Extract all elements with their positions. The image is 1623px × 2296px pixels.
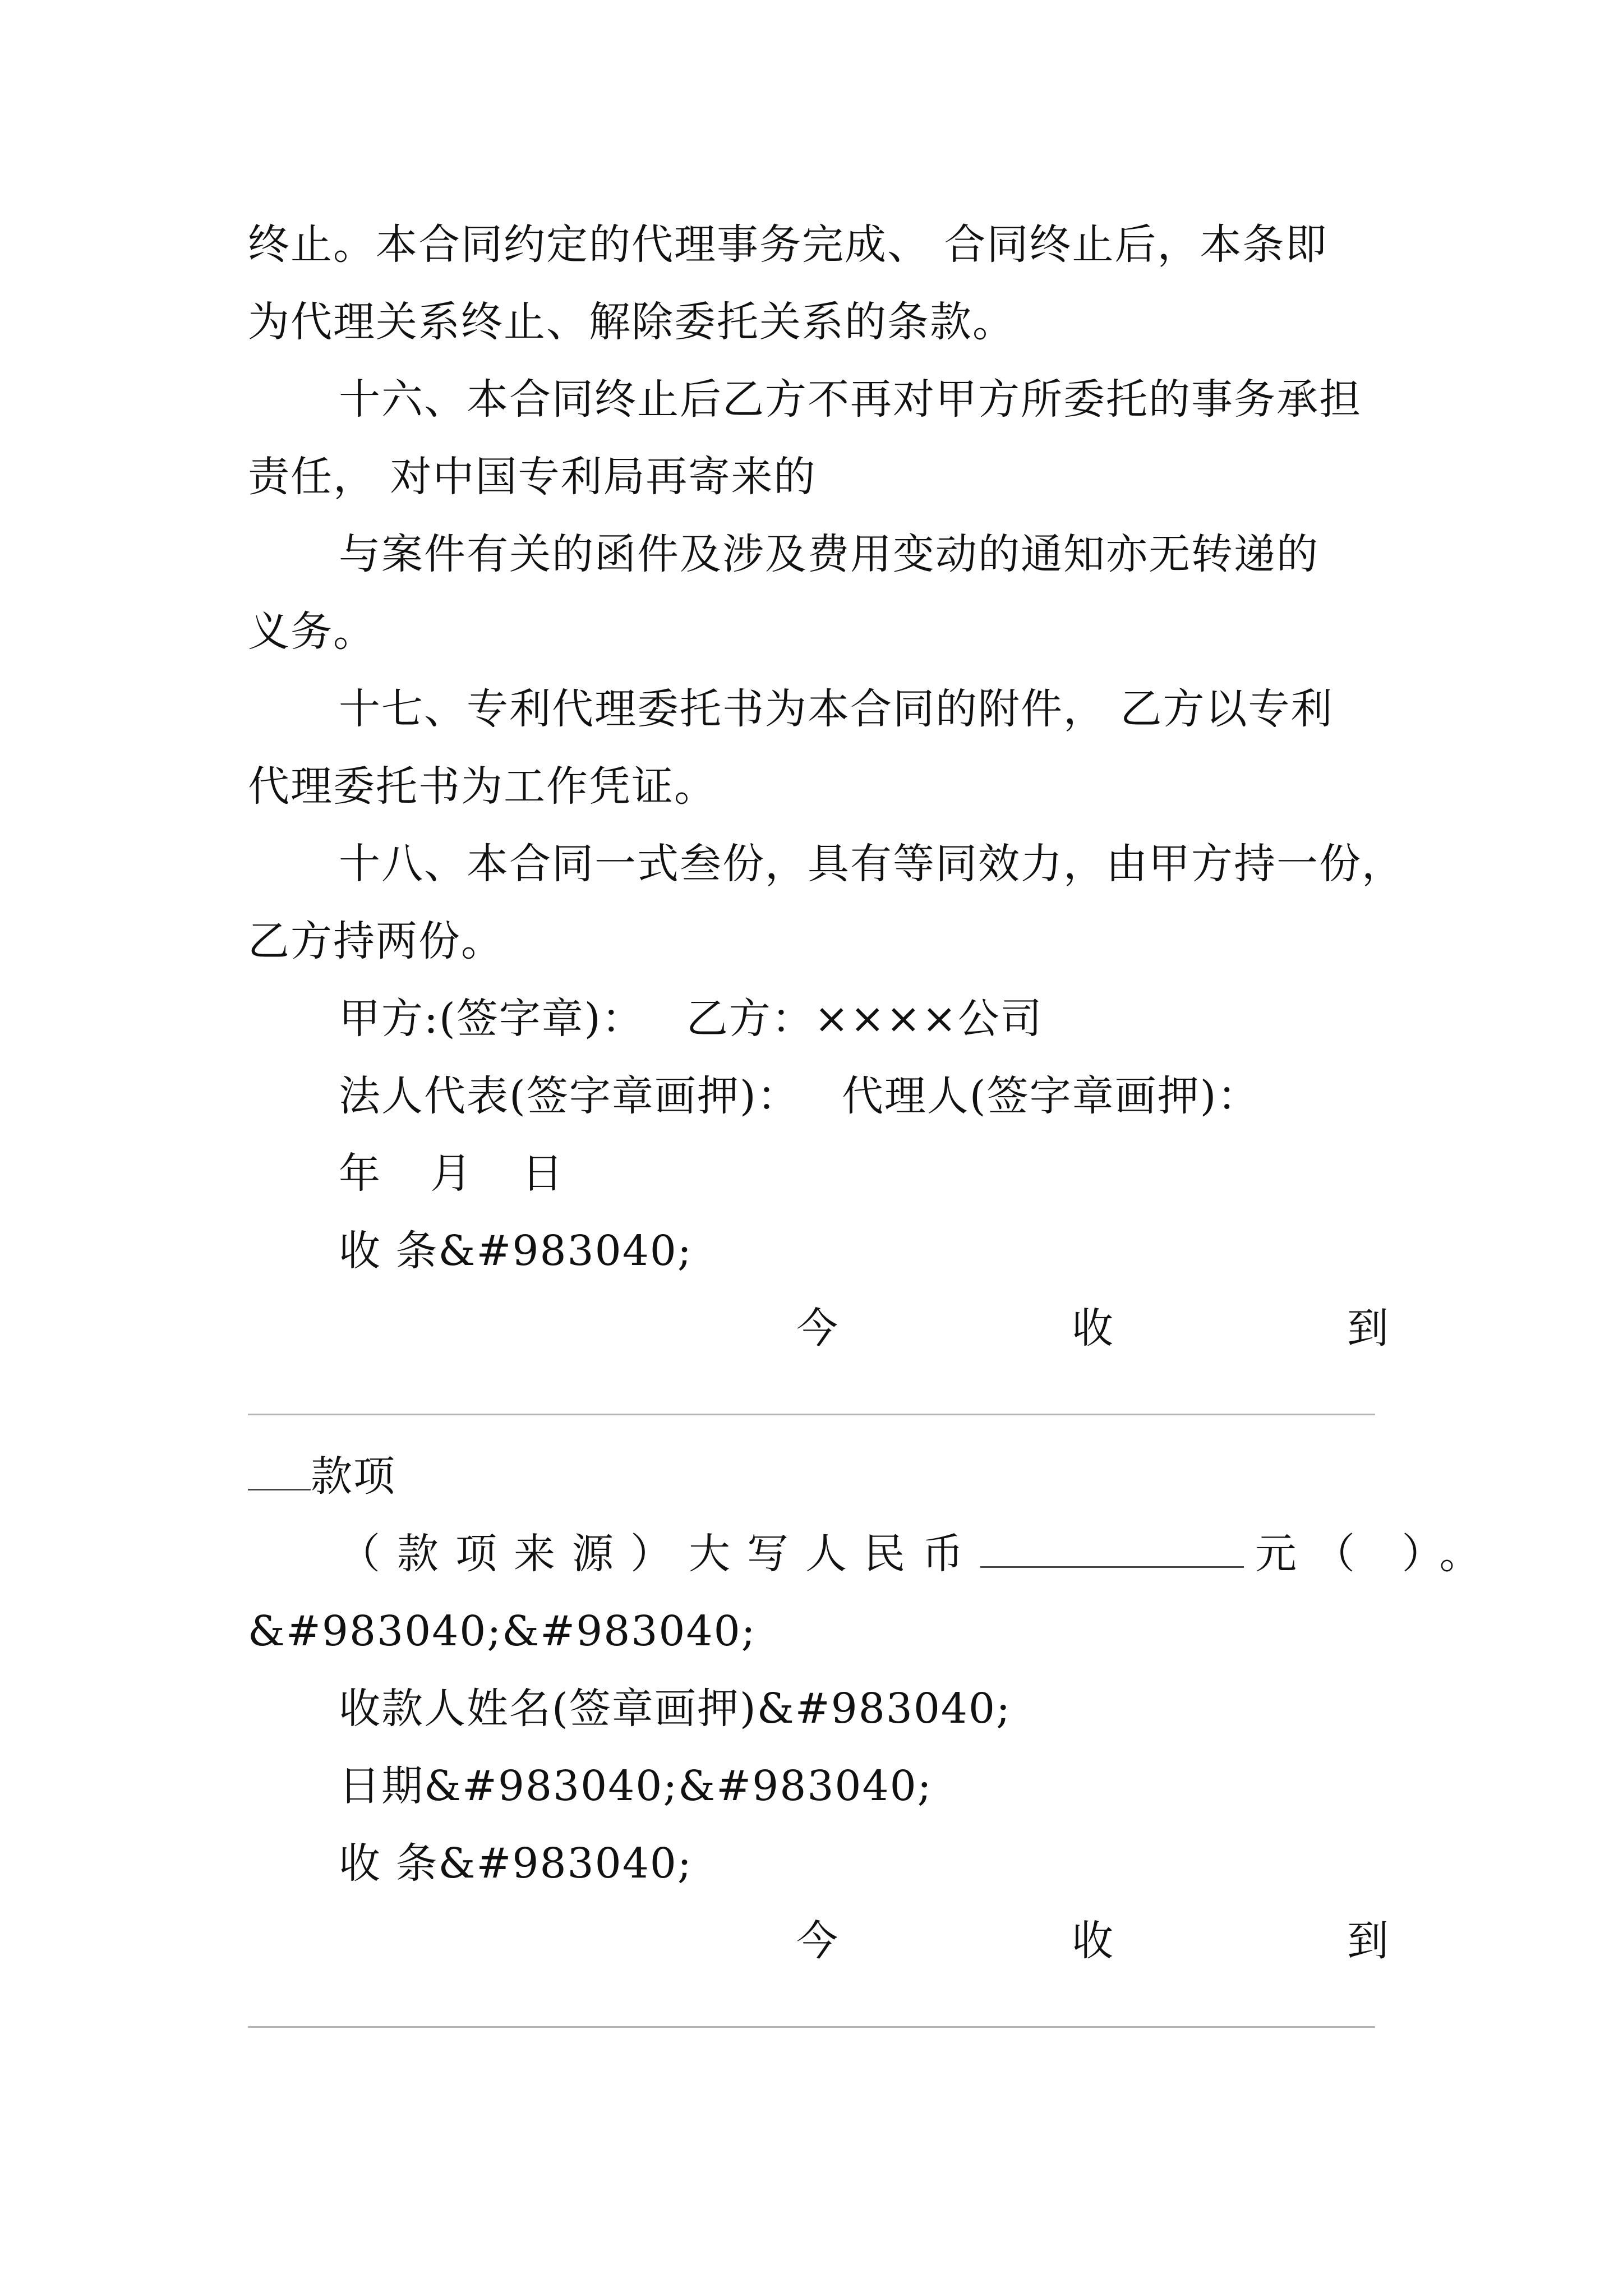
receipt-1-date: 日期&#983040;&#983040;	[339, 1762, 933, 1810]
date-day: 日	[522, 1149, 565, 1198]
date-line	[339, 1145, 564, 1202]
clause-18-line-1: 十八、本合同一式叁份，具有等同效力，由甲方持一份，	[339, 840, 1404, 888]
representative-line	[339, 1068, 1260, 1124]
paragraph-15-line-2: 为代理关系终止、解除委托关系的条款。	[248, 298, 1015, 346]
receipt-1-short-blank	[248, 1452, 311, 1490]
receipt-1-payee: 收款人姓名(签章画押)&#983040;	[339, 1685, 1012, 1733]
legal-representative-label: 法人代表(签字章画押)：	[339, 1072, 800, 1120]
receipt-1-codes: &#983040;&#983040;	[248, 1607, 757, 1655]
receipt-1-word-dao: 到	[1347, 1304, 1390, 1352]
clause-16-line-1: 十六、本合同终止后乙方不再对甲方所委托的事务承担	[339, 375, 1362, 424]
receipt-1-word-jin: 今	[796, 1304, 839, 1352]
clause-16-continuation-line-2: 义务。	[248, 608, 376, 656]
receipt-2-blank-rule	[248, 2026, 1375, 2028]
agent-label: 代理人(签字章画押)：	[841, 1072, 1260, 1120]
receipt-1-amount-blank	[980, 1529, 1244, 1568]
clause-16-line-2: 责任， 对中国专利局再寄来的	[248, 453, 817, 501]
date-month: 月	[430, 1149, 473, 1198]
clause-16-continuation-line-1: 与案件有关的函件及涉及费用变动的通知亦无转递的	[339, 530, 1319, 578]
party-a-signature-label: 甲方:(签字章)：	[339, 995, 644, 1043]
clause-17-line-1: 十七、专利代理委托书为本合同的附件， 乙方以专利	[339, 685, 1334, 733]
receipt-1-kuanxiang-line	[248, 1448, 396, 1504]
date-year: 年	[339, 1149, 381, 1198]
receipt-2-word-dao: 到	[1347, 1917, 1390, 1965]
receipt-2-received-line	[796, 1913, 1390, 1969]
receipt-1-word-shou: 收	[1072, 1304, 1114, 1352]
receipt-2-word-shou: 收	[1072, 1917, 1114, 1965]
receipt-1-blank-rule	[248, 1414, 1375, 1415]
receipt-2-title: 收 条&#983040;	[339, 1839, 693, 1888]
paragraph-15-line-1: 终止。本合同约定的代理事务完成、 合同终止后，本条即	[248, 220, 1328, 269]
party-b-signature-label: 乙方：××××公司	[686, 995, 1043, 1043]
receipt-1-yuan: 元（ ）。	[1255, 1530, 1498, 1578]
receipt-1-received-line	[796, 1300, 1390, 1356]
clause-17-line-2: 代理委托书为工作凭证。	[248, 762, 717, 811]
receipt-2-word-jin: 今	[796, 1917, 839, 1965]
receipt-1-kuanxiang: 款项	[311, 1452, 396, 1501]
signature-line	[339, 991, 1043, 1047]
receipt-1-title: 收 条&#983040;	[339, 1227, 693, 1275]
clause-18-line-2: 乙方持两份。	[248, 917, 504, 965]
receipt-1-source-label: （款项来源）大写人民币	[339, 1530, 980, 1578]
receipt-1-amount-line	[339, 1526, 1498, 1582]
